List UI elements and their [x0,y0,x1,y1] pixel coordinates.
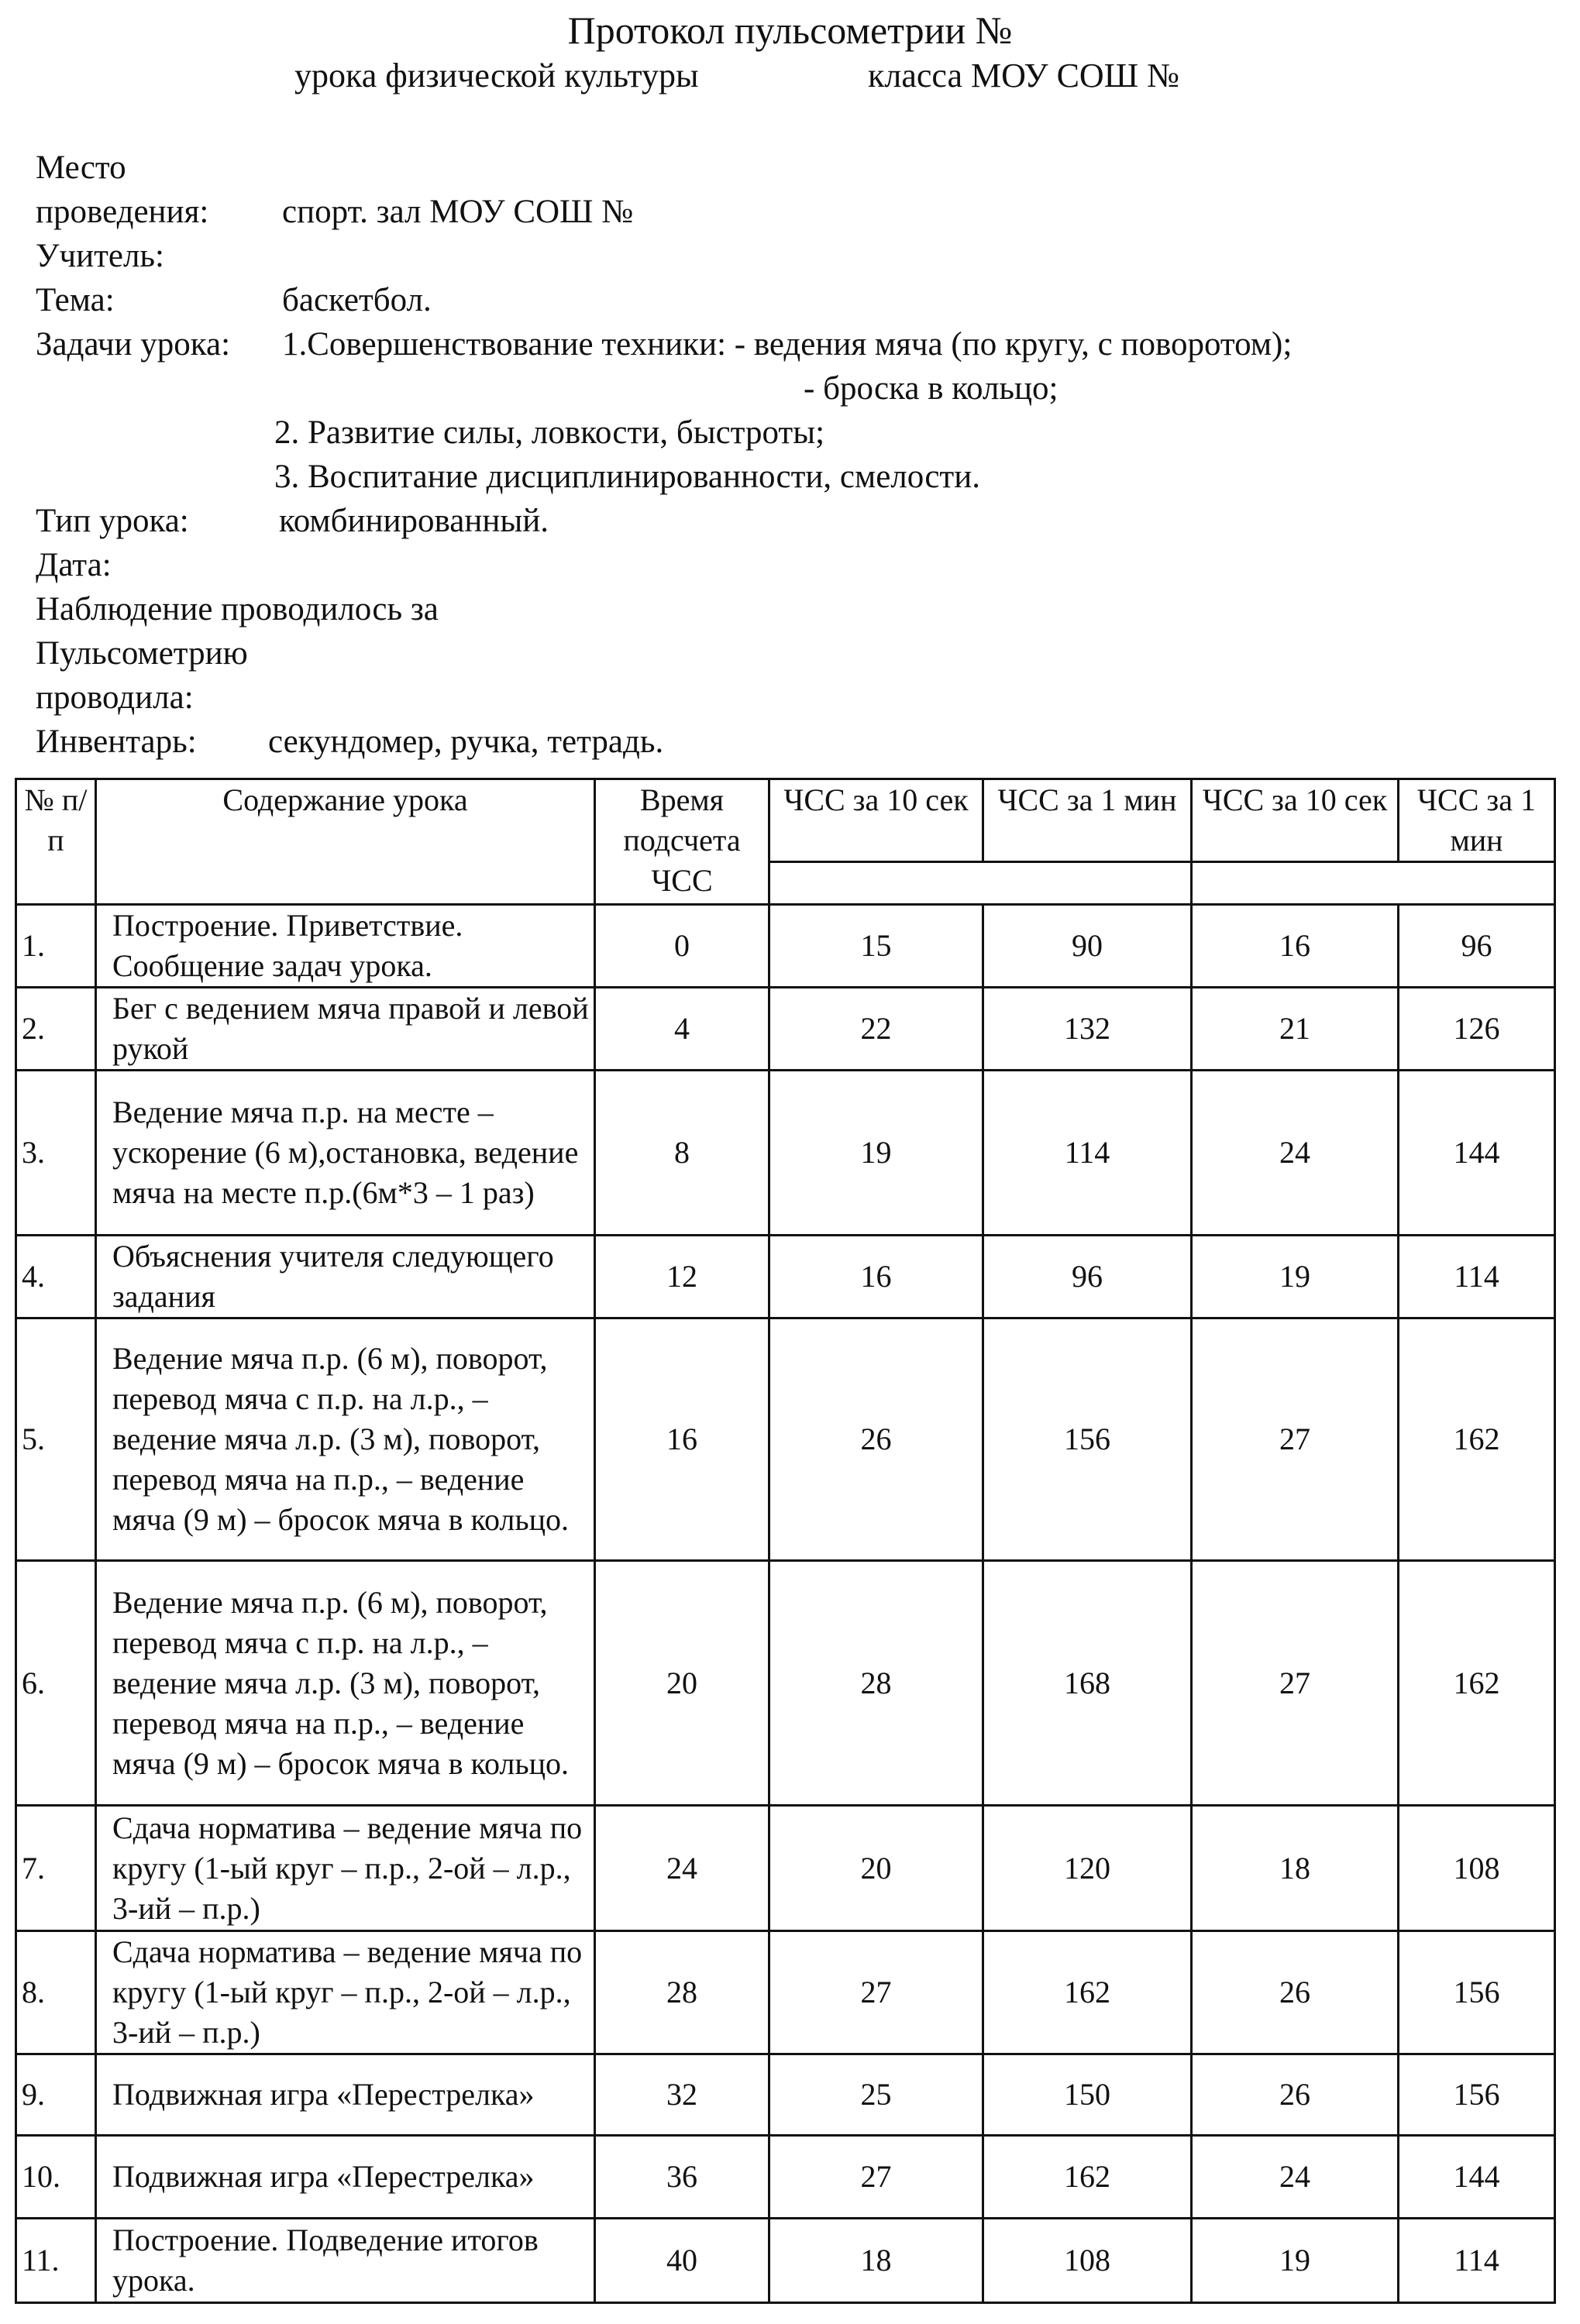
row-time: 16 [595,1318,769,1561]
pulse-label-2: проводила: [36,679,194,716]
subtitle-class: класса МОУ СОШ № [868,57,1180,95]
row-hr10-b: 19 [1192,1236,1399,1318]
row-hr1-a: 162 [983,2136,1192,2219]
row-hr1-b: 162 [1399,1561,1555,1806]
row-time: 20 [595,1561,769,1806]
table-row [16,1236,1555,1318]
task-1: 1.Совершенствование техники: - ведения мяча (по кругу, с поворотом); [282,326,1293,363]
row-hr1-a: 150 [983,2054,1192,2136]
header-hr10-b: ЧСС за 10 сек [1192,779,1399,862]
row-content: Подвижная игра «Перестрелка» [96,2054,595,2136]
row-hr10-b: 24 [1192,2136,1399,2219]
row-hr1-b: 144 [1399,1071,1555,1236]
header-number: № п/п [16,779,96,905]
row-hr1-a: 114 [983,1071,1192,1236]
row-content: Построение. Подведение итогов урока. [96,2219,595,2303]
row-number: 10. [16,2136,96,2219]
place-label-2: проведения: [36,194,209,230]
row-content: Сдача норматива – ведение мяча по кругу (1-ый круг – п.р., 2-ой – л.р., 3-ий – п.р.) [96,1931,595,2054]
table-row [16,988,1555,1071]
row-hr1-a: 156 [983,1318,1192,1561]
row-hr10-b: 24 [1192,1071,1399,1236]
row-time: 36 [595,2136,769,2219]
topic-label: Тема: [36,282,115,318]
table-row [16,2136,1555,2219]
row-hr10-b: 16 [1192,905,1399,988]
date-label: Дата: [36,547,112,583]
row-hr1-b: 156 [1399,2054,1555,2136]
row-hr10-a: 25 [769,2054,983,2136]
row-hr1-b: 156 [1399,1931,1555,2054]
header-hr1-b: ЧСС за 1 мин [1399,779,1555,862]
document-title: Протокол пульсометрии № [567,9,1013,52]
row-content: Ведение мяча п.р. на месте – ускорение (6 м),остановка, ведение мяча на месте п.р.(6м*3 – 1 раз) [96,1071,595,1236]
row-hr10-b: 18 [1192,1806,1399,1931]
table-row [16,1318,1555,1561]
row-time: 40 [595,2219,769,2303]
task-1b: - броска в кольцо; [804,370,1058,407]
row-time: 0 [595,905,769,988]
row-time: 4 [595,988,769,1071]
pulse-table [15,778,1556,2304]
subtitle-lesson: урока физической культуры [294,57,699,95]
place-label-1: Место [36,150,126,186]
inventory-value: секундомер, ручка, тетрадь. [268,724,664,760]
table-row [16,1071,1555,1236]
table-row [16,2054,1555,2136]
row-number: 9. [16,2054,96,2136]
observation-label: Наблюдение проводилось за [36,591,439,627]
row-hr10-a: 22 [769,988,983,1071]
row-hr1-b: 108 [1399,1806,1555,1931]
place-value: спорт. зал МОУ СОШ № [282,194,634,230]
row-content: Подвижная игра «Перестрелка» [96,2136,595,2219]
row-number: 8. [16,1931,96,2054]
header-group-a-blank [769,862,1192,905]
row-hr1-b: 114 [1399,1236,1555,1318]
row-number: 7. [16,1806,96,1931]
row-time: 12 [595,1236,769,1318]
row-hr10-b: 21 [1192,988,1399,1071]
row-number: 11. [16,2219,96,2303]
row-number: 3. [16,1071,96,1236]
task-2: 2. Развитие силы, ловкости, быстроты; [274,414,825,451]
row-number: 5. [16,1318,96,1561]
row-time: 8 [595,1071,769,1236]
row-hr1-a: 108 [983,2219,1192,2303]
row-hr1-b: 162 [1399,1318,1555,1561]
teacher-label: Учитель: [36,238,164,274]
row-hr10-b: 26 [1192,1931,1399,2054]
row-hr10-a: 28 [769,1561,983,1806]
tasks-label: Задачи урока: [36,326,231,363]
type-label: Тип урока: [36,503,189,539]
row-hr1-a: 162 [983,1931,1192,2054]
row-hr10-a: 27 [769,2136,983,2219]
row-content: Построение. Приветствие. Сообщение задач урока. [96,905,595,988]
task-3: 3. Воспитание дисциплинированности, смелости. [274,459,980,495]
row-time: 24 [595,1806,769,1931]
type-value: комбинированный. [279,503,549,539]
row-hr10-a: 26 [769,1318,983,1561]
table-row [16,1806,1555,1931]
row-content: Ведение мяча п.р. (6 м), поворот, перевод мяча с п.р. на л.р., – ведение мяча л.р. (3 м), поворот, перевод мяча на п.р., – ведение мяча (9 м) – бросок мяча в кольцо. [96,1318,595,1561]
pulse-label-1: Пульсометрию [36,635,248,672]
table-row [16,1561,1555,1806]
row-number: 2. [16,988,96,1071]
row-hr10-b: 27 [1192,1318,1399,1561]
row-time: 28 [595,1931,769,2054]
header-content: Содержание урока [96,779,595,905]
row-hr1-a: 132 [983,988,1192,1071]
row-number: 1. [16,905,96,988]
header-hr10-a: ЧСС за 10 сек [769,779,983,862]
row-content: Сдача норматива – ведение мяча по кругу (1-ый круг – п.р., 2-ой – л.р., 3-ий – п.р.) [96,1806,595,1931]
row-content: Объяснения учителя следующего задания [96,1236,595,1318]
header-time: Время подсчета ЧСС [595,779,769,905]
row-hr10-a: 27 [769,1931,983,2054]
row-number: 6. [16,1561,96,1806]
inventory-label: Инвентарь: [36,724,197,760]
row-hr10-a: 18 [769,2219,983,2303]
table-row [16,2219,1555,2303]
table-row [16,1931,1555,2054]
row-hr1-b: 114 [1399,2219,1555,2303]
row-hr1-b: 144 [1399,2136,1555,2219]
row-hr1-a: 120 [983,1806,1192,1931]
row-number: 4. [16,1236,96,1318]
header-group-b-blank [1192,862,1555,905]
header-hr1-a: ЧСС за 1 мин [983,779,1192,862]
row-hr1-a: 96 [983,1236,1192,1318]
row-hr10-a: 16 [769,1236,983,1318]
row-hr1-a: 168 [983,1561,1192,1806]
row-hr1-b: 126 [1399,988,1555,1071]
table-row [16,905,1555,988]
topic-value: баскетбол. [282,282,432,318]
row-hr10-b: 26 [1192,2054,1399,2136]
row-hr10-b: 27 [1192,1561,1399,1806]
row-time: 32 [595,2054,769,2136]
row-hr1-b: 96 [1399,905,1555,988]
row-hr10-a: 15 [769,905,983,988]
row-hr10-a: 19 [769,1071,983,1236]
row-hr10-b: 19 [1192,2219,1399,2303]
row-hr10-a: 20 [769,1806,983,1931]
row-content: Ведение мяча п.р. (6 м), поворот, перевод мяча с п.р. на л.р., – ведение мяча л.р. (3 м), поворот, перевод мяча на п.р., – ведение мяча (9 м) – бросок мяча в кольцо. [96,1561,595,1806]
row-hr1-a: 90 [983,905,1192,988]
row-content: Бег с ведением мяча правой и левой рукой [96,988,595,1071]
